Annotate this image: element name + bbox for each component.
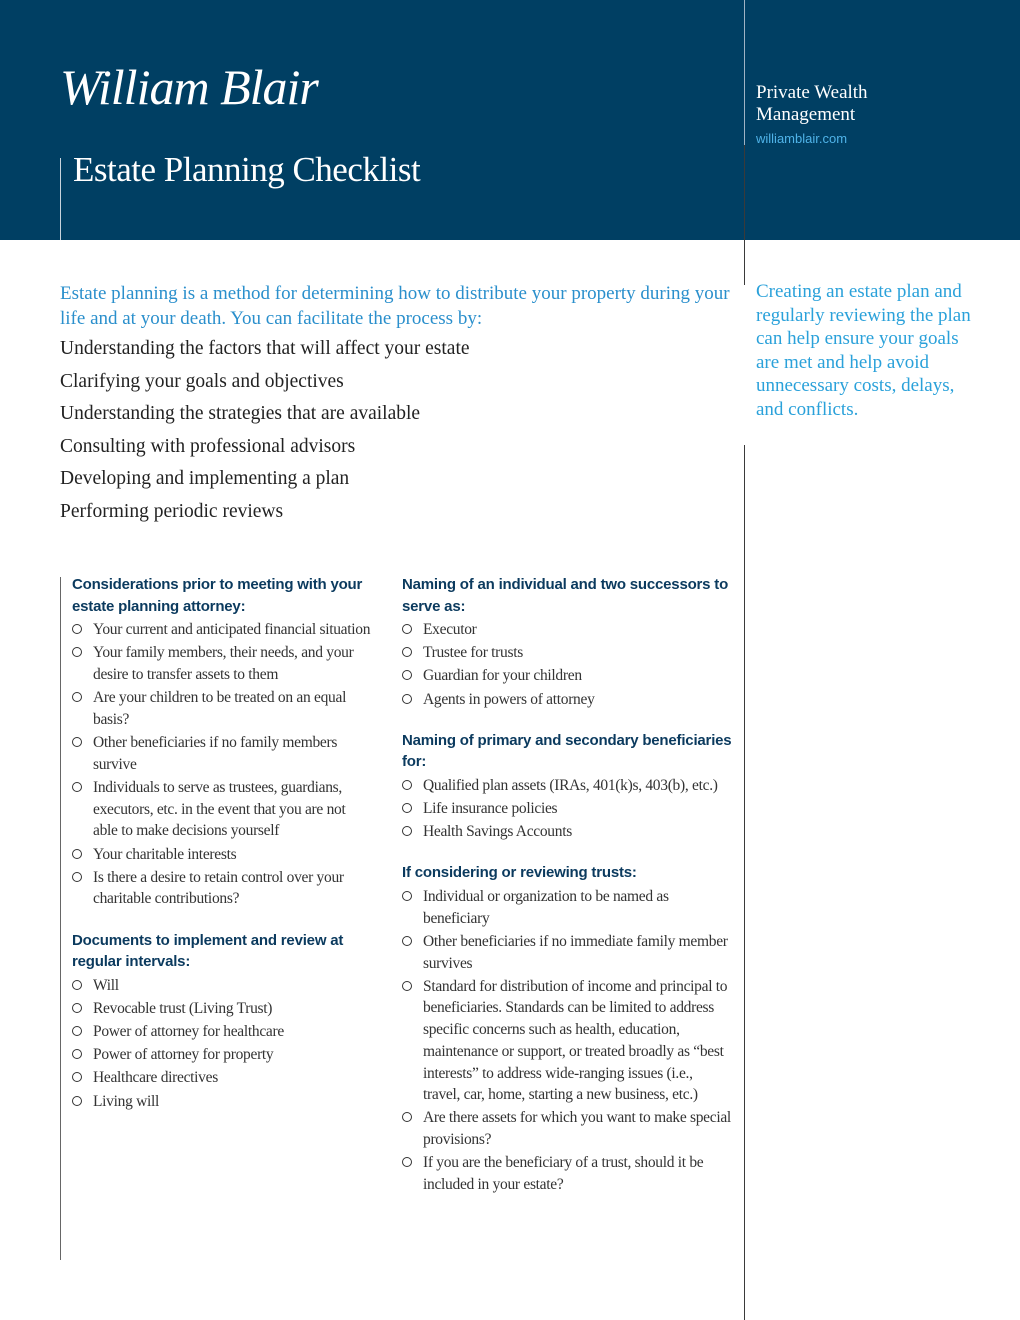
- checklist-item-label: Is there a desire to retain control over your charitable contributions?: [93, 868, 344, 908]
- checklist-item-label: Agents in powers of attorney: [423, 690, 595, 708]
- process-step: Clarifying your goals and objectives: [60, 370, 344, 392]
- title-divider: [60, 158, 61, 240]
- checklist-item-label: Your current and anticipated financial situation: [93, 621, 371, 638]
- checklist-item-label: Qualified plan assets (IRAs, 401(k)s, 403(b), etc.): [423, 776, 718, 794]
- checklist-item-label: Power of attorney for healthcare: [93, 1023, 284, 1041]
- column-divider: [744, 0, 745, 1320]
- checklist-item-label: Are your children to be treated on an equal basis?: [93, 689, 347, 728]
- checkbox-circle-icon[interactable]: [72, 1026, 82, 1036]
- intro-paragraph: Estate planning is a method for determining how to distribute your property during your life and at your death. You can facilitate the process by:: [60, 283, 730, 329]
- checklist-item[interactable]: [72, 619, 372, 641]
- checklist-documents: [72, 975, 372, 1113]
- checklist-considerations: [72, 619, 372, 910]
- checklist-beneficiaries: [402, 775, 732, 843]
- checkbox-circle-icon[interactable]: [72, 849, 82, 859]
- process-step: Developing and implementing a plan: [60, 468, 350, 490]
- checklist-trusts: [402, 886, 732, 1196]
- checkbox-circle-icon[interactable]: [72, 647, 82, 657]
- checklist-item[interactable]: [72, 687, 372, 730]
- checklist-item[interactable]: [402, 1107, 732, 1150]
- checklist-item[interactable]: [72, 642, 372, 685]
- checklist-item-label: Individuals to serve as trustees, guardians, executors, etc. in the event that you are not able to make decisions yourself: [93, 778, 346, 840]
- checkbox-circle-icon[interactable]: [72, 692, 82, 702]
- checklist-item-label: Trustee for trusts: [423, 644, 523, 662]
- division-name-line1: Private Wealth: [756, 82, 868, 103]
- process-step: Understanding the strategies that are available: [60, 403, 421, 425]
- checkbox-circle-icon[interactable]: [402, 694, 412, 704]
- header-divider: [744, 0, 745, 145]
- checklist-item[interactable]: [402, 775, 732, 797]
- checkbox-circle-icon[interactable]: [402, 647, 412, 657]
- checklist-item[interactable]: [402, 886, 732, 929]
- checklist-item[interactable]: [72, 975, 372, 997]
- checklist-rule: [60, 577, 61, 1260]
- section-heading: Documents to implement and review at regular intervals:: [72, 931, 344, 971]
- checkbox-circle-icon[interactable]: [72, 1003, 82, 1013]
- checklist-item[interactable]: [72, 732, 372, 775]
- checklist-item[interactable]: [402, 619, 732, 641]
- process-step: Understanding the factors that will affect your estate: [60, 338, 470, 359]
- checklist-item-label: Standard for distribution of income and principal to beneficiaries. Standards can be limited to address specific concerns such as health, education, maintenance or support, or treated broadly as “best interests” to address wide-ranging issues (i.e., travel, car, home, starting a new business, etc.): [423, 977, 728, 1104]
- checkbox-circle-icon[interactable]: [72, 782, 82, 792]
- checklist-item[interactable]: [402, 665, 732, 687]
- checklist-item-label: Executor: [423, 621, 477, 638]
- checkbox-circle-icon[interactable]: [402, 670, 412, 680]
- checklist-item[interactable]: [72, 998, 372, 1020]
- checklist-item-label: Health Savings Accounts: [423, 823, 572, 841]
- checklist-item-label: Will: [93, 976, 119, 994]
- section-heading: If considering or reviewing trusts:: [402, 864, 637, 882]
- callout-gap: [744, 285, 747, 445]
- checkbox-circle-icon[interactable]: [72, 1049, 82, 1059]
- header-banner: [0, 0, 1020, 240]
- checklist-item-label: Other beneficiaries if no family members survive: [93, 734, 338, 773]
- process-steps: [60, 336, 470, 532]
- checklist-item[interactable]: [72, 1091, 372, 1113]
- company-logo: William Blair: [60, 59, 318, 115]
- checkbox-circle-icon[interactable]: [72, 1096, 82, 1106]
- checklist-item[interactable]: [402, 821, 732, 843]
- checkbox-circle-icon[interactable]: [402, 981, 412, 991]
- checklist-item[interactable]: [402, 976, 732, 1106]
- website-link[interactable]: williamblair.com: [756, 131, 848, 146]
- checkbox-circle-icon[interactable]: [72, 980, 82, 990]
- checkbox-circle-icon[interactable]: [402, 936, 412, 946]
- checklist-item-label: Individual or organization to be named as beneficiary: [423, 887, 669, 927]
- checklist-item-label: If you are the beneficiary of a trust, should it be included in your estate?: [423, 1154, 704, 1194]
- checklist-item[interactable]: [402, 798, 732, 820]
- checklist-column-right: [402, 574, 732, 1197]
- checklist-item[interactable]: [402, 1152, 732, 1195]
- checklist-successors: [402, 619, 732, 710]
- checklist-item-label: Are there assets for which you want to make special provisions?: [423, 1109, 731, 1149]
- checkbox-circle-icon[interactable]: [402, 826, 412, 836]
- checklist-item-label: Your family members, their needs, and your desire to transfer assets to them: [93, 644, 354, 683]
- process-step: Performing periodic reviews: [60, 500, 284, 522]
- checkbox-circle-icon[interactable]: [402, 624, 412, 634]
- checklist-item[interactable]: [72, 867, 372, 910]
- checklist-item[interactable]: [402, 931, 732, 974]
- division-name-line2: Management: [756, 104, 856, 125]
- checkbox-circle-icon[interactable]: [402, 803, 412, 813]
- checkbox-circle-icon[interactable]: [72, 1072, 82, 1082]
- section-heading: Naming of primary and secondary beneficiaries for:: [402, 731, 732, 771]
- checkbox-circle-icon[interactable]: [402, 1157, 412, 1167]
- checkbox-circle-icon[interactable]: [402, 891, 412, 901]
- checklist-item[interactable]: [402, 689, 732, 711]
- process-step: Consulting with professional advisors: [60, 435, 356, 457]
- section-heading: Naming of an individual and two successors to serve as:: [402, 576, 729, 615]
- section-heading: Considerations prior to meeting with your estate planning attorney:: [72, 576, 363, 615]
- checklist-column-left: [72, 574, 372, 1114]
- checklist-item-label: Life insurance policies: [423, 800, 558, 818]
- checklist-item[interactable]: [72, 844, 372, 866]
- checklist-item-label: Power of attorney for property: [93, 1046, 274, 1064]
- checklist-item-label: Healthcare directives: [93, 1069, 218, 1087]
- checkbox-circle-icon[interactable]: [402, 780, 412, 790]
- checklist-item-label: Your charitable interests: [93, 845, 237, 863]
- checklist-item-label: Other beneficiaries if no immediate family member survives: [423, 932, 728, 972]
- checklist-item-label: Revocable trust (Living Trust): [93, 999, 273, 1017]
- page-title: Estate Planning Checklist: [73, 150, 421, 189]
- checklist-item[interactable]: [72, 1044, 372, 1066]
- checklist-item[interactable]: [72, 1067, 372, 1089]
- checkbox-circle-icon[interactable]: [72, 624, 82, 634]
- sidebar-callout: Creating an estate plan and regularly reviewing the plan can help ensure your goals are met and help avoid unnecessary costs, delays, and conflicts.: [756, 281, 971, 420]
- checklist-item[interactable]: [72, 777, 372, 842]
- checkbox-circle-icon[interactable]: [72, 872, 82, 882]
- checkbox-circle-icon[interactable]: [72, 737, 82, 747]
- checklist-item[interactable]: [402, 642, 732, 664]
- division-block: [756, 82, 868, 150]
- checklist-item-label: Living will: [93, 1092, 160, 1110]
- checklist-item-label: Guardian for your children: [423, 667, 582, 685]
- checkbox-circle-icon[interactable]: [402, 1112, 412, 1122]
- checklist-item[interactable]: [72, 1021, 372, 1043]
